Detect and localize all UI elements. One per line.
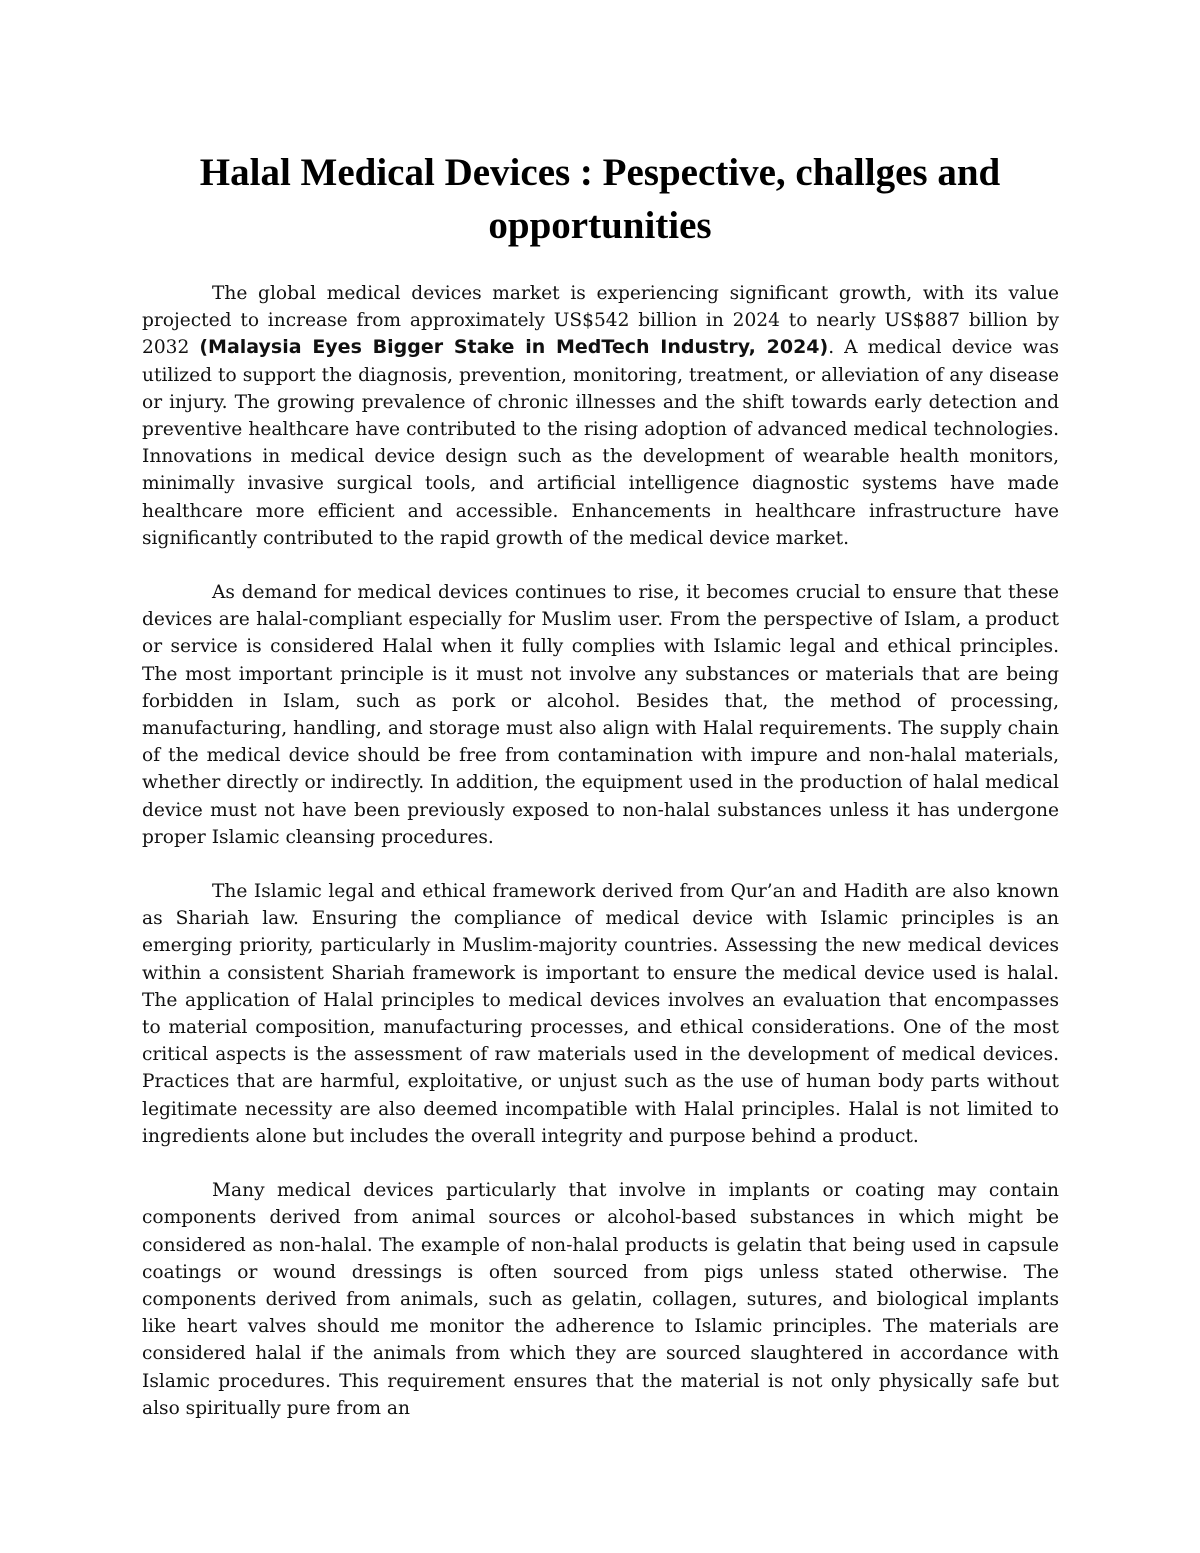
- document-body: [142, 280, 1059, 1449]
- paragraph-shariah-framework: The Islamic legal and ethical framework derived from Qur’an and Hadith are also known as Shariah law. Ensuring the compliance of medical device with Islamic principles is an emerging priority, particularly in Muslim-majority countries. Assessing the new medical devices within a consistent Shariah framework is important to ensure the medical device used is halal. The application of Halal principles to medical devices involves an evaluation that encompasses to material composition, manufacturing processes, and ethical considerations. One of the most critical aspects is the assessment of raw materials used in the development of medical devices. Practices that are harmful, exploitative, or unjust such as the use of human body parts without legitimate necessity are also deemed incompatible with Halal principles. Halal is not limited to ingredients alone but includes the overall integrity and purpose behind a product.: [142, 881, 1059, 1147]
- document-title: Halal Medical Devices : Pespective, challges and opportunities: [199, 151, 1001, 247]
- paragraph-animal-sources: Many medical devices particularly that involve in implants or coating may contain components derived from animal sources or alcohol-based substances in which might be considered as non-halal. The example of non-halal products is gelatin that being used in capsule coatings or wound dressings is often sourced from pigs unless stated otherwise. The components derived from animals, such as gelatin, collagen, sutures, and biological implants like heart valves should me monitor the adherence to Islamic principles. The materials are considered halal if the animals from which they are sourced slaughtered in accordance with Islamic procedures. This requirement ensures that the material is not only physically safe but also spiritually pure from an: [142, 1180, 1059, 1419]
- paragraph-market-growth-text: The global medical devices market is experiencing significant growth, with its value projected to increase from approximately US$542 billion in 2024 to nearly US$887 billion by 2032: [142, 283, 1059, 359]
- paragraph-market-growth-continued: . A medical device was utilized to support the diagnosis, prevention, monitoring, treatment, or alleviation of any disease or injury. The growing prevalence of chronic illnesses and the shift towards early detection and preventive healthcare have contributed to the rising adoption of advanced medical technologies. Innovations in medical device design such as the development of wearable health monitors, minimally invasive surgical tools, and artificial intelligence diagnostic systems have made healthcare more efficient and accessible. Enhancements in healthcare infrastructure have significantly contributed to the rapid growth of the medical device market.: [142, 337, 1059, 549]
- paragraph-halal-compliance: As demand for medical devices continues to rise, it becomes crucial to ensure that these devices are halal-compliant especially for Muslim user. From the perspective of Islam, a product or service is considered Halal when it fully complies with Islamic legal and ethical principles. The most important principle is it must not involve any substances or materials that are being forbidden in Islam, such as pork or alcohol. Besides that, the method of processing, manufacturing, handling, and storage must also align with Halal requirements. The supply chain of the medical device should be free from contamination with impure and non-halal materials, whether directly or indirectly. In addition, the equipment used in the production of halal medical device must not have been previously exposed to non-halal substances unless it has undergone proper Islamic cleansing procedures.: [142, 582, 1059, 848]
- paragraph-market-growth: [142, 280, 1059, 552]
- citation: (Malaysia Eyes Bigger Stake in MedTech Industry, 2024): [199, 336, 829, 359]
